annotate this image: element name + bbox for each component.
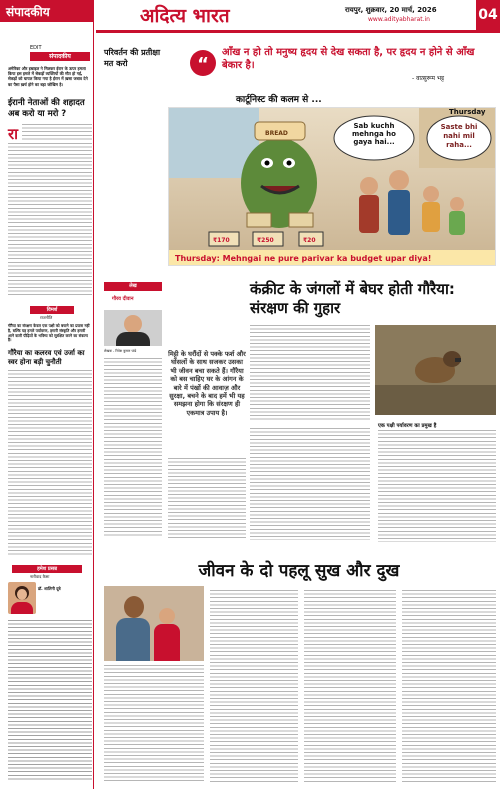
quote-text: आँख न हो तो मनुष्य हृदय से देख सकता है, पर हृदय न होने से आँख बेकार है। [222,47,475,71]
page-number: 04 [476,0,500,30]
quote-author: - वात्सुरूम भट्ट [412,75,445,82]
article-col-0 [168,458,246,540]
article-col-3 [250,428,370,540]
author-photo [8,582,36,614]
bottom-col-1 [104,665,204,783]
bottom-author: डॉ. शालिनी दूबे [38,586,61,591]
price-2: ₹250 [257,237,274,244]
day-label: Thursday [449,108,486,116]
vimarsh-sub: राजनीति [40,315,53,320]
author-caption: लेखक - रितेश कुमार पांडे [104,349,137,353]
website-url[interactable]: www.adityabharat.in [368,16,430,23]
edit-section-label: संपादकीय [49,53,71,60]
section-label: संपादकीय [6,4,50,19]
pull-quote: मिट्टी के घरौंदों से पक्के फर्श और घोंसलों के साथ सजकर उसका भी जीवन बचा सकते हैं। गौरैया को बस चाहिए घर के आंगन के बारे में पंखों की आवाज़ और सुरक्षा, बचने के बाद हमें भी यह समझना होगा कि संरक्षण ही एकमात्र उपाय है। [168,350,246,417]
edit-intro: अमेरिका और इस्राइल ने मिलकर ईरान के ऊपर हमला किया इस हमले में सेकड़ों व्यक्तियों की मौत हो गई, सेकड़ों को घायल किया गया है ईरान में ख़सा जबाव देने का पैसा ख़र्च होने का बड़ा जोखिम है। [8,66,88,87]
vimarsh-label: विमर्श [46,307,58,313]
cartoon-title: परिवर्तन की प्रतीक्षा मत करो [104,48,161,68]
edit-dropcap: रा [8,125,19,143]
bottom-col-4 [402,590,496,783]
vimarsh-tab [30,306,74,314]
vimarsh-intro: गौरैया का संरक्षण केवल एक पक्षी को बचाने का प्रयास नहीं है, बल्कि यह हमारे पर्यावरण, हमारी संस्कृति और हमारी आने वाली पीढ़ियों के भविष्य को सुरक्षित करने का संकल्प है। [8,323,90,343]
price-3: ₹20 [303,237,316,244]
issue-date: रायपुर, शुक्रवार, 20 मार्च, 2026 [345,6,437,14]
vimarsh-body-text [8,370,92,555]
section-tab [0,0,94,22]
article-author-tag: गौरव दीवान [112,296,134,302]
article-tag-label: लेख [129,283,137,289]
price-1: ₹170 [213,237,230,244]
header-rule [96,30,500,33]
edit-headline: ईरानी नेताओं की शहादत अब करो या मरो ? [8,98,85,119]
sparrow-photo [375,325,496,415]
article-tag [104,282,162,291]
bottom-tag [12,565,82,573]
edit-label: EDIT [30,45,42,51]
article-headline: कंक्रीट के जंगलों में बेघर होती गौरैया: संरक्षण की गुहार [250,280,455,317]
article-col-2 [250,325,370,420]
bottom-col-2 [210,590,298,783]
edit-section-tab [30,52,90,61]
cartoon-illustration [168,107,496,266]
article-col-4 [378,430,496,542]
article-subhead: एक पक्षी पर्यावरण का प्रमुख है [378,423,437,429]
cartoonist-heading: कार्टूनिस्ट की कलम से ... [236,95,322,105]
mother-child-photo [104,586,204,661]
article-col-1 [104,358,162,538]
edit-body-text [22,124,92,142]
cartoon-caption: Thursday: Mehngai ne pure parivar ka budget upar diya! [169,250,496,266]
bag-label: BREAD [265,130,288,137]
speech-bubble-right: Saste bhi nahi mil raha... [440,123,478,149]
bottom-col-3 [304,590,396,783]
newspaper-logo: अदित्य भारत [140,5,230,27]
bottom-body-text [8,620,92,780]
bottom-tag-label: हमेश प्रसन्न [37,566,57,572]
speech-bubble-left: Sab kuchh mehnga ho gaya hai... [352,122,396,146]
edit-body-text-2 [8,143,92,298]
vimarsh-headline: गौरैया का कलरव एवं उर्जा का स्वर होना बड़ी चुनौती [8,349,85,366]
quote-icon: “ [190,50,216,76]
bottom-sub: नारीवाद कैसा [30,574,50,579]
author-photo-2 [104,310,162,346]
bottom-headline: जीवन के दो पहलू सुख और दुख [198,561,400,581]
